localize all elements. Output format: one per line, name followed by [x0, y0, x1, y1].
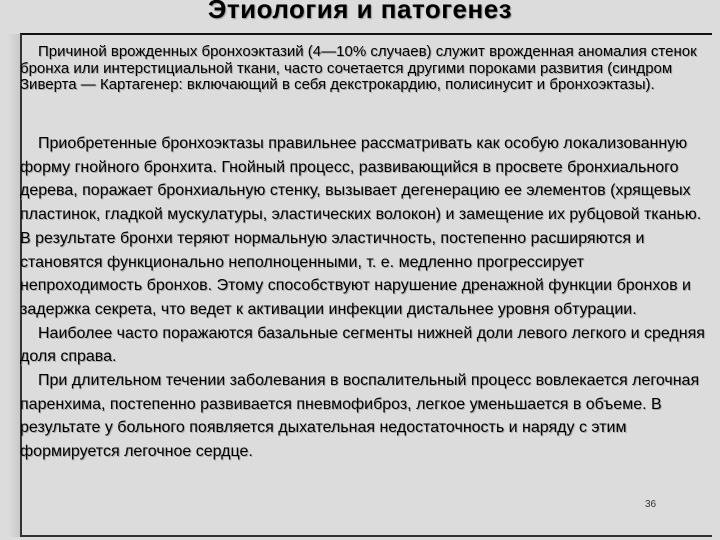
slide-title: Этиология и патогенез [207, 0, 513, 24]
paragraph-progression: При длительном течении заболевания в воспалительный процесс вовлекается легочная паренхима, постепенно развивается пневмофиброз, легкое уменьшается в объеме. В результате у больного появляется дыхательная недостаточность и наряду с этим формируется легочное сердце. [20, 372, 700, 461]
body-text [20, 132, 710, 464]
left-shade-decoration [8, 34, 20, 537]
paragraph-congenital: Причиной врожденных бронхоэктазий (4—10% случаев) служит врожденная аномалия стенок бронха или интерстициальной ткани, часто сочетается другими пороками развития (синдром Зиверта — Картагенер: включающий в себя декстрокардию, полисинусит и бронхоэктазы). [20, 43, 697, 94]
paragraph-acquired: Приобретенные бронхоэктазы правильнее рассматривать как особую локализованную форму гнойного бронхита. Гнойный процесс, развивающийся в просвете бронхиального дерева, поражает бронхиальную стенку, вызывает дегенерацию ее элементов (хрящевых пластинок, гладкой мускулатуры, эластических волокон) и замещение их рубцовой тканью. В результате бронхи теряют нормальную эластичность, постепенно расширяются и становятся функционально неполноценными, т. е. медленно прогрессирует непроходимость бронхов. Этому способствуют нарушение дренажной функции бронхов и задержка секрета, что ведет к активации инфекции дистальнее уровня обтурации. [20, 135, 702, 318]
paragraph-localization: Наиболее часто поражаются базальные сегменты нижней доли левого легкого и средняя доля справа. [20, 324, 705, 366]
slide-number: 36 [645, 499, 657, 510]
